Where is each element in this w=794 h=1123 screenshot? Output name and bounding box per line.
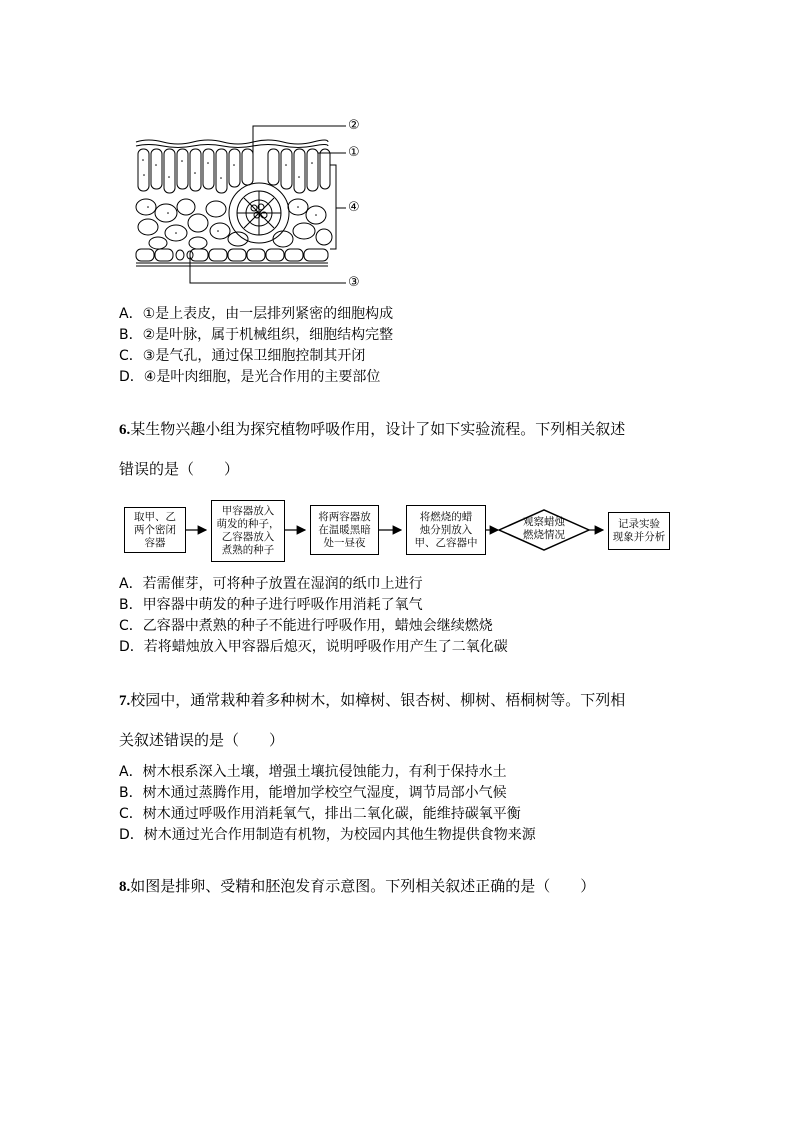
q7-option-b: B．树木通过蒸腾作用，能增加学校空气湿度，调节局部小气候 <box>119 785 507 801</box>
flow-step-5: 观察蜡烛 燃烧情况 <box>523 516 565 541</box>
q7-option-c: C．树木通过呼吸作用消耗氧气，排出二氧化碳，能维持碳氧平衡 <box>119 806 521 822</box>
leaf-label-2: ② <box>348 118 360 133</box>
q6-option-d: D．若将蜡烛放入甲容器后熄灭，说明呼吸作用产生了二氧化碳 <box>119 639 508 655</box>
q5-option-a: A．①是上表皮，由一层排列紧密的细胞构成 <box>119 306 394 322</box>
flow-step-4: 将燃烧的蜡 烛分别放入 甲、乙容器中 <box>406 505 486 555</box>
flow-step-1: 取甲、乙 两个密闭 容器 <box>124 507 186 553</box>
flow-step-6: 记录实验 现象并分析 <box>608 512 670 550</box>
q7-text: 校园中，通常栽种着多种树木，如樟树、银杏树、柳树、梧桐树等。下列相 <box>130 691 626 709</box>
leaf-label-3: ③ <box>348 275 360 290</box>
q7-number: 7. <box>119 693 131 709</box>
flow-step-2: 甲容器放入 萌发的种子， 乙容器放入 煮熟的种子 <box>211 500 285 562</box>
leaf-label-1: ① <box>348 145 360 160</box>
leaf-label-4: ④ <box>348 200 360 215</box>
q7-stem-line1 <box>119 690 625 711</box>
flowchart-arrows <box>119 498 675 566</box>
flow-step-3: 将两容器放 在温暖黑暗 处一昼夜 <box>310 505 379 555</box>
q6-stem-line1 <box>119 419 625 440</box>
leaf-diagram <box>128 115 368 295</box>
q6-flowchart <box>119 498 675 566</box>
q6-text: 某生物兴趣小组为探究植物呼吸作用，设计了如下实验流程。下列相关叙述 <box>130 420 626 438</box>
q7-stem-line2: 关叙述错误的是（ ） <box>119 731 285 749</box>
q6-option-a: A．若需催芽，可将种子放置在湿润的纸巾上进行 <box>119 576 423 592</box>
q5-option-c: C．③是气孔，通过保卫细胞控制其开闭 <box>119 348 366 364</box>
q6-option-c: C．乙容器中煮熟的种子不能进行呼吸作用，蜡烛会继续燃烧 <box>119 618 493 634</box>
q8-stem-line1 <box>119 876 595 897</box>
q8-number: 8. <box>119 879 131 895</box>
q8-text: 如图是排卵、受精和胚泡发育示意图。下列相关叙述正确的是（ ） <box>130 877 596 895</box>
q7-option-a: A．树木根系深入土壤，增强土壤抗侵蚀能力，有利于保持水土 <box>119 764 507 780</box>
q6-stem-line2: 错误的是（ ） <box>119 460 240 478</box>
q5-option-b: B．②是叶脉，属于机械组织，细胞结构完整 <box>119 327 394 343</box>
q7-option-d: D．树木通过光合作用制造有机物，为校园内其他生物提供食物来源 <box>119 827 536 843</box>
leaf-cross-section-figure <box>128 115 368 295</box>
q5-option-d: D．④是叶肉细胞，是光合作用的主要部位 <box>119 369 381 385</box>
q6-number: 6. <box>119 422 131 438</box>
q6-option-b: B．甲容器中萌发的种子进行呼吸作用消耗了氧气 <box>119 597 423 613</box>
